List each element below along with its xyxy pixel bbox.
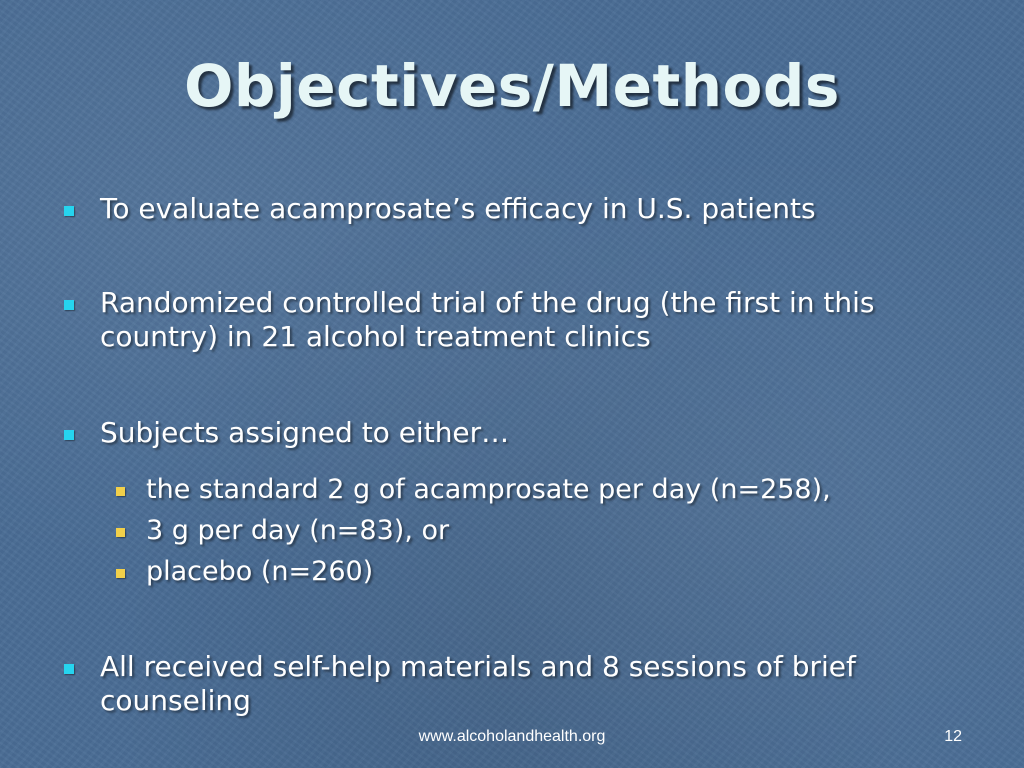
- square-bullet-icon: [64, 430, 74, 440]
- bullet-item: [64, 286, 944, 354]
- bullet-text: Randomized controlled trial of the drug (the first in this country) in 21 alcohol treatment clinics: [100, 286, 875, 353]
- sub-bullet-text: 3 g per day (n=83), or: [146, 515, 450, 546]
- bullet-text: To evaluate acamprosate’s efficacy in U.S. patients: [100, 192, 816, 225]
- square-bullet-icon: [116, 569, 125, 578]
- square-bullet-icon: [116, 487, 125, 496]
- square-bullet-icon: [64, 206, 74, 216]
- page-number: 12: [944, 728, 962, 745]
- sub-bullet-item: [116, 515, 936, 547]
- footer-url: www.alcoholandhealth.org: [418, 728, 606, 745]
- sub-bullet-text: placebo (n=260): [146, 556, 374, 587]
- sub-bullet-item: [116, 474, 936, 506]
- sub-bullet-text: the standard 2 g of acamprosate per day (n=258),: [146, 474, 831, 505]
- slide-title: Objectives/Methods: [184, 52, 840, 120]
- bullet-text: Subjects assigned to either…: [100, 416, 510, 449]
- square-bullet-icon: [64, 300, 74, 310]
- square-bullet-icon: [64, 664, 74, 674]
- square-bullet-icon: [116, 528, 125, 537]
- bullet-item: [64, 650, 944, 718]
- bullet-item: [64, 192, 944, 226]
- bullet-text: All received self-help materials and 8 sessions of brief counseling: [100, 650, 856, 717]
- sub-bullet-item: [116, 556, 936, 588]
- bullet-item: [64, 416, 944, 450]
